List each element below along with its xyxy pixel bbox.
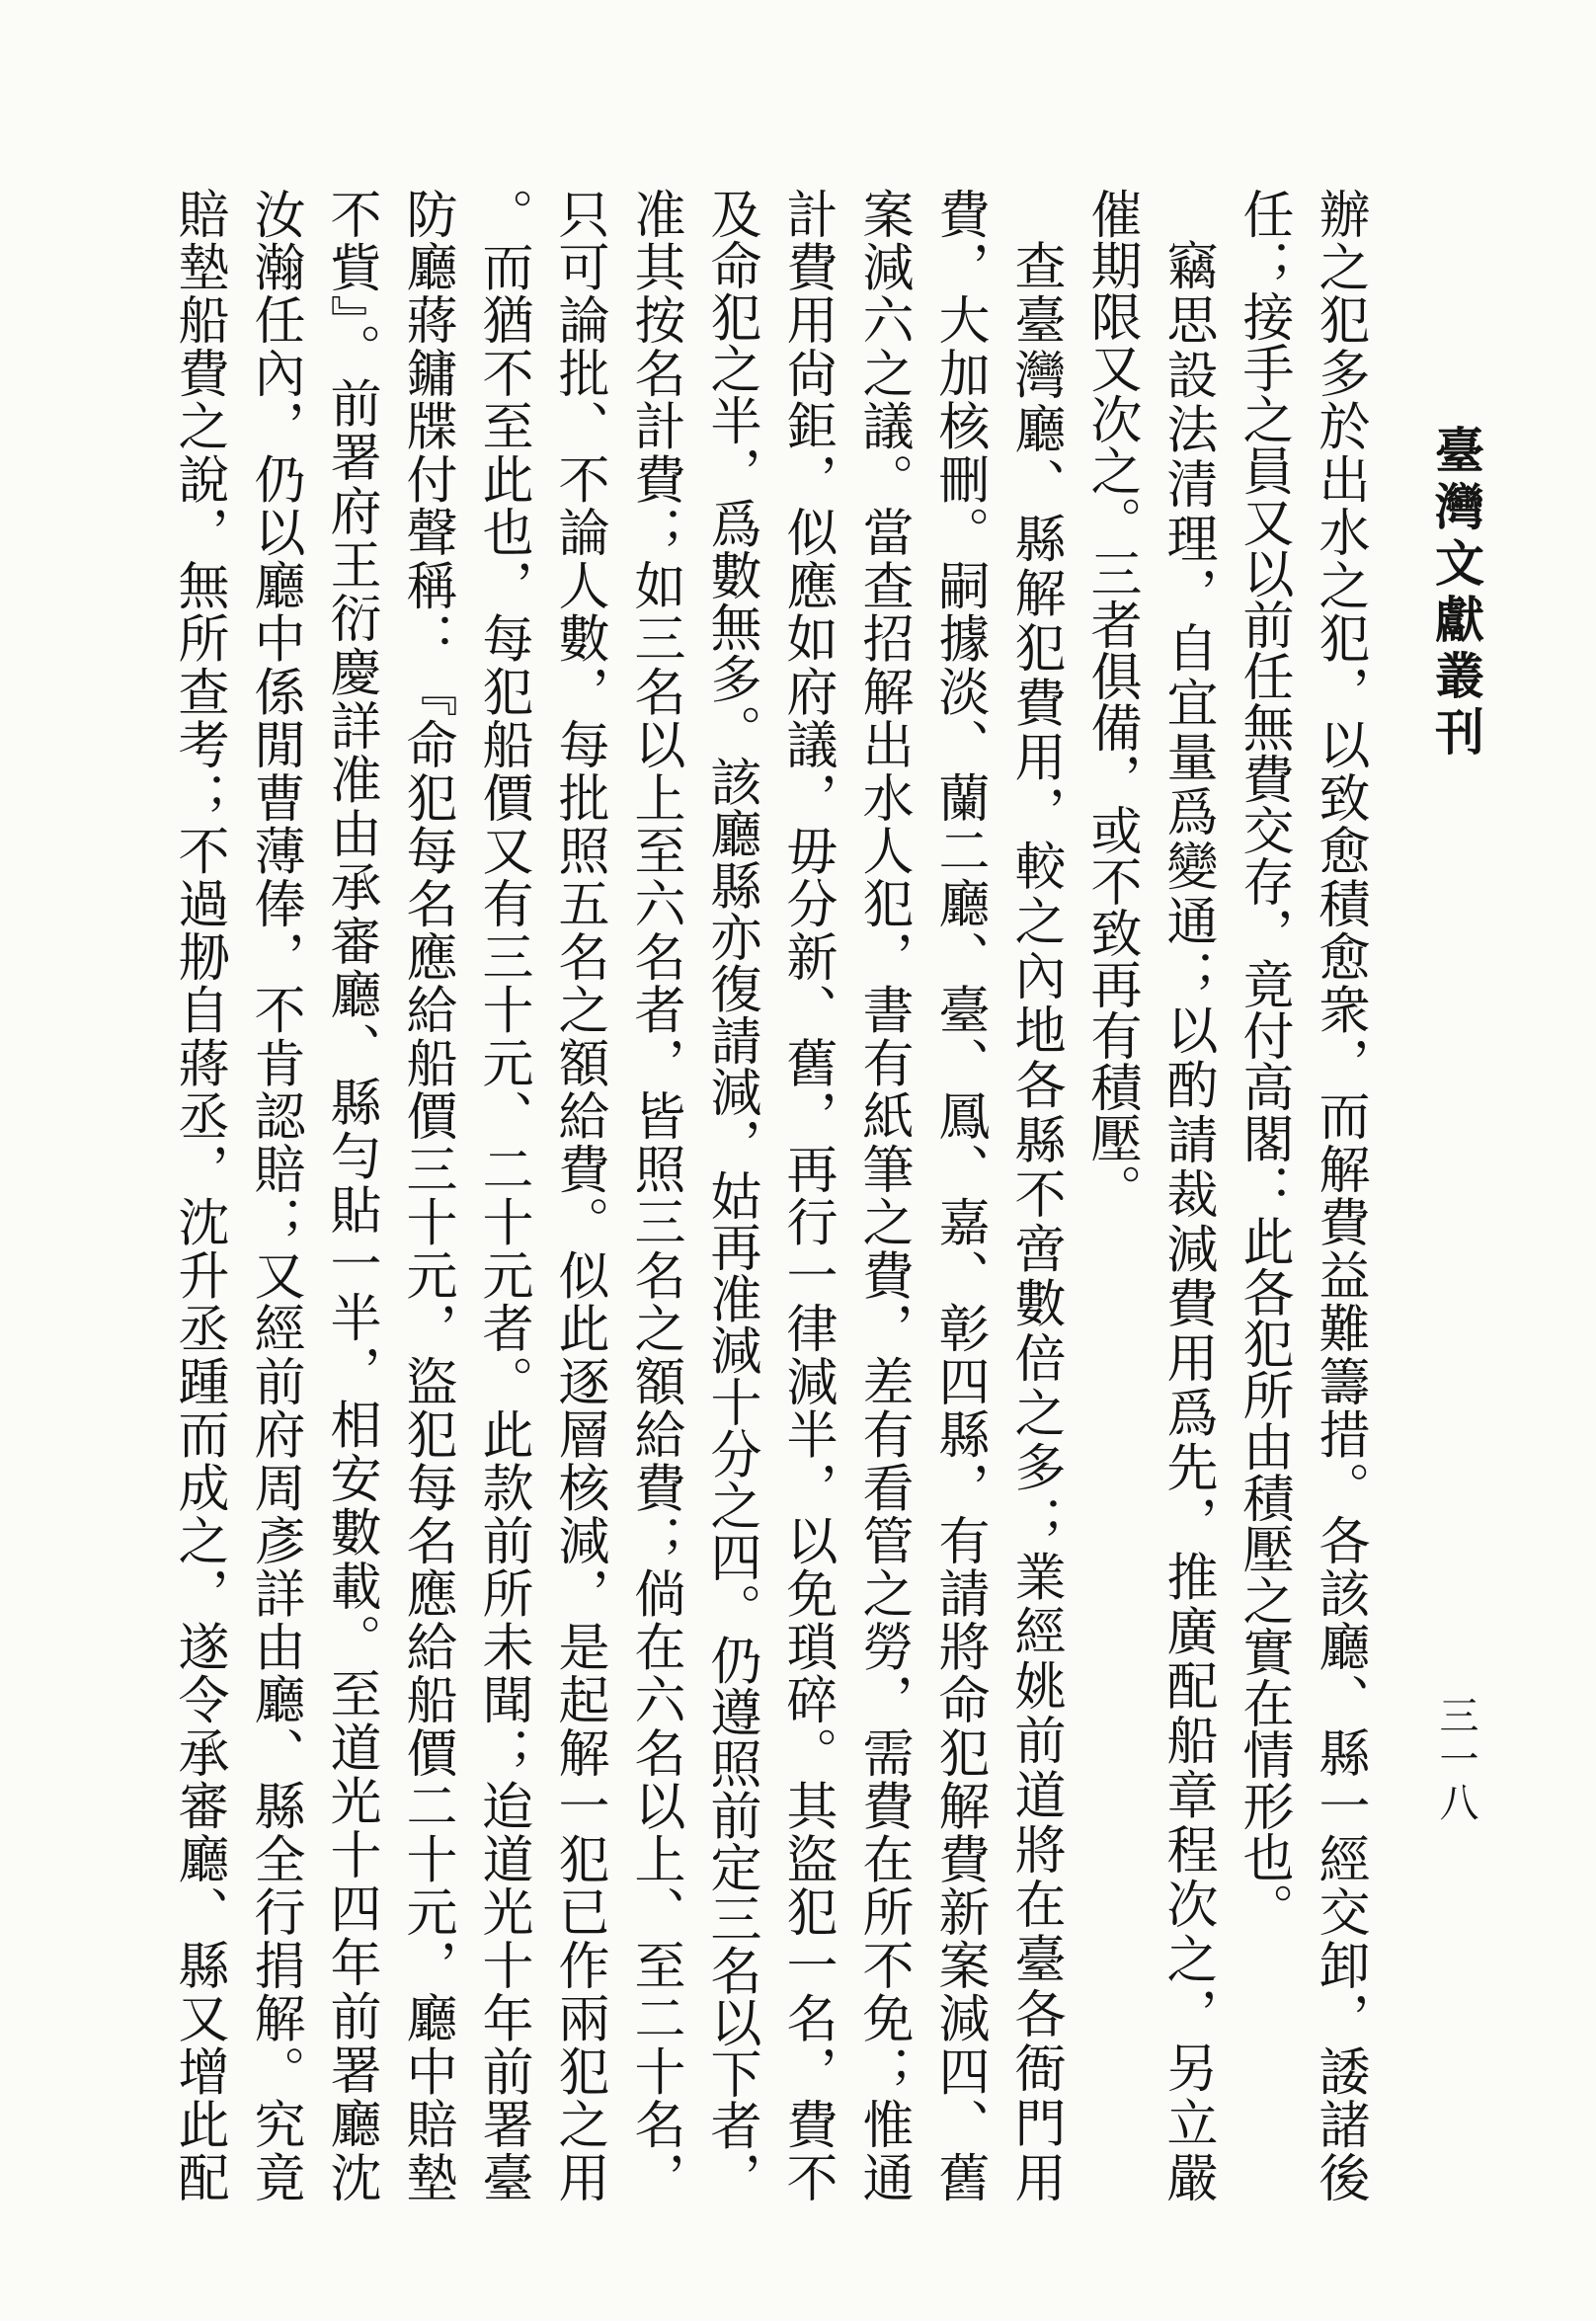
text-column-12: 。而猶不至此也，每犯船價又有三十元、二十元者。此款前所未聞；迨道光十年前署臺 [473,188,532,2202]
body-text [160,188,1377,2202]
text-column-09: 及命犯之半，爲數無多。該廳縣亦復請減，姑再准減十分之四。仍遵照前定三名以下者， [701,188,760,2202]
text-column-15: 汝瀚任內，仍以廳中係閒曹薄俸，不肯認賠；又經前府周彥詳由廳、縣全行捐解。究竟 [245,188,304,2202]
text-column-03: 竊思設法清理，自宜量爲變通；以酌請裁減費用爲先，推廣配船章程次之，另立嚴 [1157,239,1217,2202]
text-column-14: 不貲』。前署府王衍慶詳准由承審廳、縣勻貼一半，相安數載。至道光十四年前署廳沈 [321,188,380,2202]
text-column-16: 賠墊船費之說，無所查考；不過刱自蔣丞，沈升丞踵而成之，遂令承審廳、縣又增此配 [169,188,228,2202]
page-number: 三一八 [1433,1695,1478,1825]
text-column-10: 准其按名計費；如三名以上至六名者，皆照三名之額給費；倘在六名以上、至二十名， [625,188,684,2202]
text-column-13: 防廳蔣鏞牒付聲稱：『命犯每名應給船價三十元，盜犯每名應給船價二十元，廳中賠墊 [397,188,456,2202]
text-column-06: 費，大加核刪。嗣據淡、蘭二廳、臺、鳳、嘉、彰四縣，有請將命犯解費新案減四、舊 [929,188,989,2202]
text-column-01: 辦之犯多於出水之犯，以致愈積愈衆，而解費益難籌措。各該廳、縣一經交卸，諉諸後 [1310,188,1369,2202]
text-column-07: 案減六之議。當查招解出水人犯，書有紙筆之費，差有看管之勞，需費在所不免；惟通 [853,188,913,2202]
text-column-08: 計費用尙鉅，似應如府議，毋分新、舊，再行一律減半，以免瑣碎。其盜犯一名，費不 [777,188,837,2202]
text-column-04: 催期限又次之。三者俱備，或不致再有積壓。 [1081,188,1141,1215]
book-series-title: 臺灣文獻叢刊 [1427,425,1485,762]
text-column-05: 查臺灣廳、縣解犯費用，較之內地各縣不啻數倍之多；業經姚前道將在臺各衙門用 [1005,239,1065,2202]
text-column-02: 任；接手之員又以前任無費交存，竟付高閣：此各犯所由積壓之實在情形也。 [1234,188,1293,1934]
text-column-11: 只可論批、不論人數，每批照五名之額給費。似此逐層核減，是起解一犯已作兩犯之用 [549,188,608,2202]
